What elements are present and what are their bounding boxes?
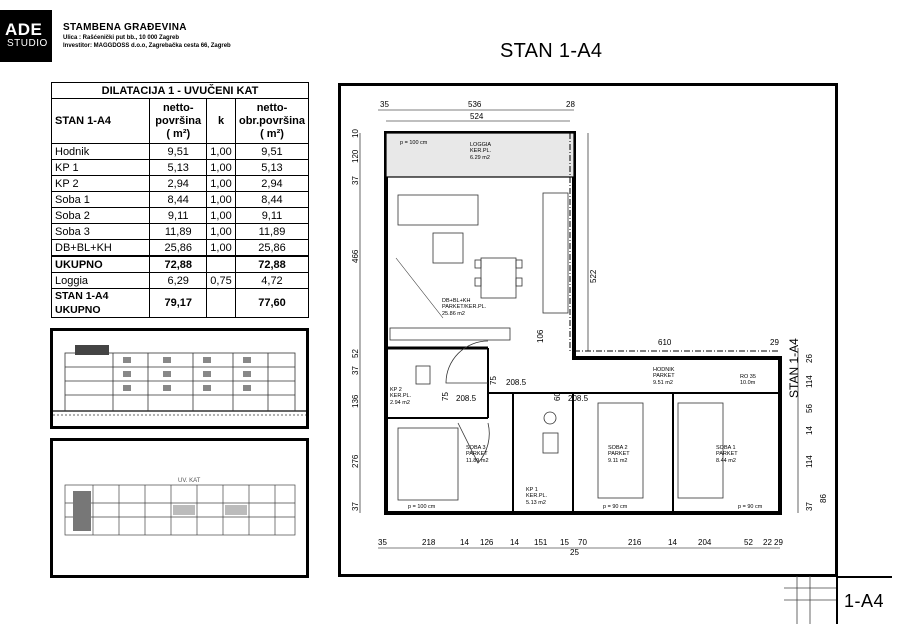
cell-k: 1,00 <box>207 192 236 208</box>
cell-net: 4,72 <box>235 273 308 289</box>
dimension-label: 29 <box>774 538 783 547</box>
dimension-label: 114 <box>805 455 814 468</box>
room-labels <box>390 140 763 510</box>
dimension-label: 35 <box>380 100 389 109</box>
dimension-label: 26 <box>805 354 814 363</box>
dimension-label: 75 <box>441 392 450 401</box>
cell-name: Hodnik <box>52 144 150 160</box>
dimension-label: 75 <box>489 376 498 385</box>
dimension-label: 524 <box>470 112 484 121</box>
cell-net: 25,86 <box>235 240 308 257</box>
dimension-label: 466 <box>351 249 360 263</box>
cell-area: 79,17 <box>150 289 207 318</box>
sheet-id: 1-A4 <box>844 591 885 611</box>
toilet-kp2 <box>416 366 430 384</box>
logo-main-text: ADE <box>5 20 43 39</box>
cell-area: 2,94 <box>150 176 207 192</box>
coffee-table <box>433 233 463 263</box>
toilet <box>543 433 558 453</box>
room-soba2-sub: PARKET <box>608 451 630 457</box>
dimension-label: 14 <box>805 426 814 435</box>
floor-keyplan-drawing <box>53 441 306 575</box>
cell-name: STAN 1-A4 UKUPNO <box>52 289 150 318</box>
door-swing <box>458 423 489 463</box>
dimension-label: 37 <box>805 502 814 511</box>
table-row <box>52 224 309 240</box>
col-header-net-area: netto-površina ( m²) <box>150 99 207 144</box>
cell-k: 1,00 <box>207 160 236 176</box>
highlighted-unit <box>73 491 91 531</box>
dimension-label: 60 <box>553 392 562 401</box>
cell-net: 9,11 <box>235 208 308 224</box>
dimension-label: 52 <box>744 538 753 547</box>
room-living-name: DB+BL+KH <box>442 298 471 304</box>
cell-net: 9,51 <box>235 144 308 160</box>
room-hall-name: HODNIK <box>653 367 675 373</box>
dimension-label: 15 <box>560 538 569 547</box>
note-ro-sub: 10.0m <box>740 380 756 386</box>
table-row-subtotal <box>52 256 309 273</box>
table-row <box>52 144 309 160</box>
dimension-label: 37 <box>351 366 360 375</box>
dimension-label: 25 <box>570 548 579 557</box>
col-header-k: k <box>207 99 236 144</box>
dimension-label: 204 <box>698 538 712 547</box>
highlighted-floor <box>75 345 109 355</box>
dimension-label: 208.5 <box>456 394 477 403</box>
table-row <box>52 240 309 257</box>
floor-keyplan <box>50 438 309 578</box>
room-kp1-name: KP 1 <box>526 487 538 493</box>
cell-area: 5,13 <box>150 160 207 176</box>
cell-area: 72,88 <box>150 256 207 273</box>
table-row <box>52 160 309 176</box>
cell-name: KP 1 <box>52 160 150 176</box>
room-hall-sub: PARKET <box>653 373 675 379</box>
dimension-label: 14 <box>668 538 677 547</box>
table-row-loggia <box>52 273 309 289</box>
col-header-net-calc-area: netto-obr.površina ( m²) <box>235 99 308 144</box>
dimension-label: 28 <box>566 100 575 109</box>
cell-k <box>207 256 236 273</box>
area-table-rows <box>52 144 309 257</box>
cell-name: Loggia <box>52 273 150 289</box>
section-drawing <box>53 331 306 426</box>
cell-net: 72,88 <box>235 256 308 273</box>
cell-net: 77,60 <box>235 289 308 318</box>
cell-k: 1,00 <box>207 144 236 160</box>
sheet-grid <box>784 576 836 624</box>
cell-k: 1,00 <box>207 224 236 240</box>
note-p100: p = 100 cm <box>400 140 428 146</box>
room-kp1-sub: KER.PL. <box>526 493 548 499</box>
table-caption: DILATACIJA 1 - UVUČENI KAT <box>52 83 309 99</box>
room-hall-area: 9.51 m2 <box>653 380 673 386</box>
cell-area: 8,44 <box>150 192 207 208</box>
project-investor: Investitor: MAGGDOSS d.o.o, Zagrebačka cesta 66, Zagreb <box>63 43 231 49</box>
room-soba1-name: SOBA 1 <box>716 445 736 451</box>
cell-area: 11,89 <box>150 224 207 240</box>
cell-net: 5,13 <box>235 160 308 176</box>
room-soba2-area: 9.11 m2 <box>608 458 628 464</box>
note-p100-soba3: p = 100 cm <box>408 504 436 510</box>
dimension-label: 522 <box>589 269 598 283</box>
cell-net: 11,89 <box>235 224 308 240</box>
table-row <box>52 176 309 192</box>
dimension-label: 216 <box>628 538 642 547</box>
dimension-label: 14 <box>460 538 469 547</box>
cell-name: KP 2 <box>52 176 150 192</box>
dining-table <box>481 258 516 298</box>
cell-name: Soba 3 <box>52 224 150 240</box>
sofa <box>398 195 478 225</box>
bed-soba-3 <box>398 428 458 500</box>
storage-unit <box>390 328 510 340</box>
dimension-label: 276 <box>351 454 360 468</box>
room-living-area: 25.86 m2 <box>442 311 465 317</box>
page-title: STAN 1-A4 <box>500 40 603 62</box>
room-soba1-sub: PARKET <box>716 451 738 457</box>
dimension-label: 120 <box>351 149 360 163</box>
project-title: STAMBENA GRAĐEVINA <box>63 22 187 33</box>
room-soba2-name: SOBA 2 <box>608 445 628 451</box>
cell-name: Soba 2 <box>52 208 150 224</box>
dimension-label: 106 <box>536 329 545 343</box>
table-row-total <box>52 289 309 318</box>
dimension-label: 136 <box>351 394 360 408</box>
floor-plan <box>338 83 838 577</box>
room-soba1-area: 8.44 m2 <box>716 458 736 464</box>
unit-side-label: STAN 1-A4 <box>787 338 801 398</box>
dimension-label: 610 <box>658 338 672 347</box>
dimension-label: 29 <box>770 338 779 347</box>
cell-name: DB+BL+KH <box>52 240 150 257</box>
cell-name: Soba 1 <box>52 192 150 208</box>
cell-area: 25,86 <box>150 240 207 257</box>
room-living-sub: PARKET/KER.PL. <box>442 304 487 310</box>
dimension-label: 208.5 <box>568 394 589 403</box>
dimension-label: 208.5 <box>506 378 527 387</box>
dimension-label: 218 <box>422 538 436 547</box>
cell-k: 1,00 <box>207 176 236 192</box>
dimension-label: 56 <box>805 404 814 413</box>
ade-studio-logo <box>0 10 52 62</box>
note-p90-soba1: p = 90 cm <box>738 504 763 510</box>
dimension-label: 10 <box>351 129 360 138</box>
cell-k: 0,75 <box>207 273 236 289</box>
room-soba3-name: SOBA 3 <box>466 445 486 451</box>
area-table <box>51 82 309 318</box>
sheet-id-box <box>836 576 892 624</box>
dimension-label: 114 <box>805 375 814 388</box>
dimension-label: 14 <box>510 538 519 547</box>
room-soba3-sub: PARKET <box>466 451 488 457</box>
washbasin <box>544 412 556 424</box>
cell-area: 9,51 <box>150 144 207 160</box>
project-address: Ulica : Rašćenički put bb., 10 000 Zagreb <box>63 35 180 41</box>
cell-k: 1,00 <box>207 240 236 257</box>
dimension-label: 126 <box>480 538 494 547</box>
section-keyplan <box>50 328 309 429</box>
kitchen-counter <box>543 193 568 313</box>
table-row <box>52 208 309 224</box>
room-kp2-name: KP 2 <box>390 387 402 393</box>
table-row <box>52 192 309 208</box>
dimension-label: 22 <box>763 538 772 547</box>
room-loggia-name: LOGGIA <box>470 142 492 148</box>
dimension-label: 86 <box>819 494 828 503</box>
room-kp2-area: 2.94 m2 <box>390 400 410 406</box>
cell-name: UKUPNO <box>52 256 150 273</box>
cell-area: 9,11 <box>150 208 207 224</box>
room-kp1-area: 5.13 m2 <box>526 500 546 506</box>
cell-net: 8,44 <box>235 192 308 208</box>
room-loggia-area: 6.29 m2 <box>470 155 490 161</box>
dimension-label: 37 <box>351 176 360 185</box>
note-p90-soba2: p = 90 cm <box>603 504 628 510</box>
keyplan-floor-label: UV. KAT <box>178 478 201 484</box>
dimension-label: 70 <box>578 538 587 547</box>
cell-net: 2,94 <box>235 176 308 192</box>
logo-sub-text: STUDIO <box>7 38 48 49</box>
dimension-label: 151 <box>534 538 548 547</box>
cell-area: 6,29 <box>150 273 207 289</box>
note-ro: RO 35 <box>740 374 756 380</box>
dimension-label: 536 <box>468 100 482 109</box>
room-soba3-area: 11.89 m2 <box>466 458 489 464</box>
cell-k: 1,00 <box>207 208 236 224</box>
dimension-label: 37 <box>351 502 360 511</box>
col-header-unit: STAN 1-A4 <box>52 99 150 144</box>
room-kp2-sub: KER.PL. <box>390 393 412 399</box>
dimension-label: 35 <box>378 538 387 547</box>
dimension-label: 52 <box>351 349 360 358</box>
room-loggia-sub: KER.PL. <box>470 148 492 154</box>
cell-k <box>207 289 236 318</box>
